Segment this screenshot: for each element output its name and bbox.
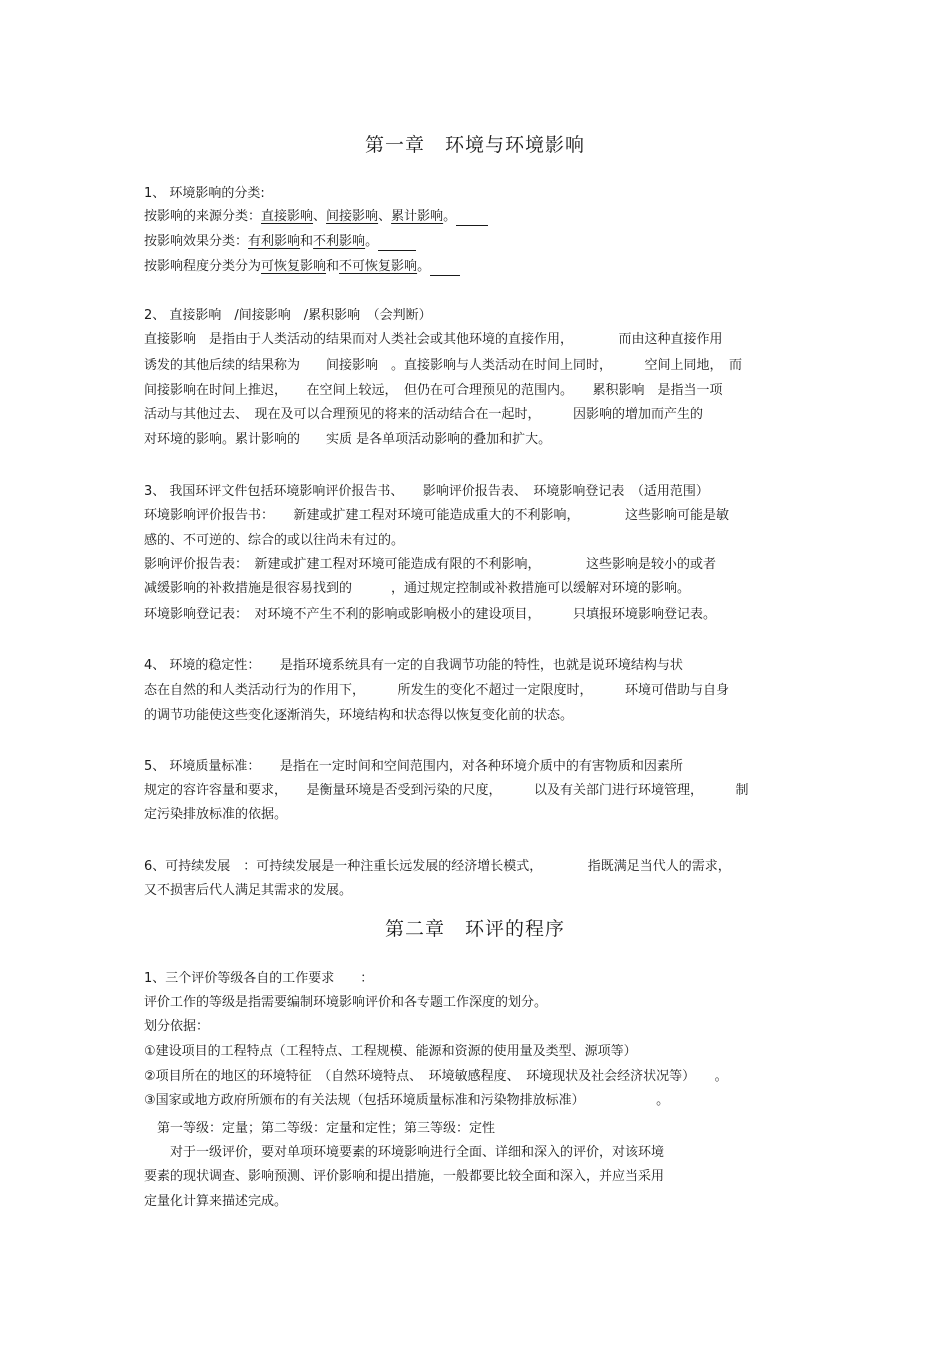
ch2-s1-heading: 1、三个评价等级各自的工作要求 ： xyxy=(144,971,374,986)
ch1-s1-heading: 1、 环境影响的分类: xyxy=(144,186,265,201)
underlined-term: 直接影响 xyxy=(261,209,314,224)
chapter1-title: 第一章 环境与环境影响 xyxy=(364,134,585,156)
underline-blank xyxy=(378,236,416,251)
ch2-s1-line8: 要素的现状调查、影响预测、评价影响和提出措施，一般都要比较全面和深入，并应当采用 xyxy=(144,1169,665,1184)
underline-blank xyxy=(456,211,488,226)
ch1-s1-line2 xyxy=(144,233,416,251)
ch1-s4-line1: 4、 环境的稳定性： 是指环境系统具有一定的自我调节功能的特性，也就是说环境结构与状 xyxy=(144,658,683,673)
ch1-s3-line1: 环境影响评价报告书： 新建或扩建工程对环境可能造成重大的不利影响， 这些影响可能是敏 xyxy=(144,508,730,523)
underlined-term: 可恢复影响 xyxy=(261,259,327,274)
ch1-s5-line1: 5、 环境质量标准： 是指在一定时间和空间范围内，对各种环境介质中的有害物质和因素所 xyxy=(144,759,683,774)
ch1-s6-line2: 又不损害后代人满足其需求的发展。 xyxy=(144,883,353,898)
ch1-s3-line3: 影响评价报告表： 新建或扩建工程对环境可能造成有限的不利影响， 这些影响是较小的或者 xyxy=(144,557,717,572)
ch1-s2-line5: 对环境的影响。累计影响的 实质 是各单项活动影响的叠加和扩大。 xyxy=(144,432,552,447)
ch1-s3-line5: 环境影响登记表： 对环境不产生不利的影响或影响极小的建设项目， 只填报环境影响登记表。 xyxy=(144,607,717,622)
ch2-s1-line3: ①建设项目的工程特点（工程特点、工程规模、能源和资源的使用量及类型、源项等） xyxy=(144,1044,637,1059)
ch1-s2-heading: 2、 直接影响 /间接影响 /累积影响 （会判断） xyxy=(144,308,432,323)
chapter2-title: 第二章 环评的程序 xyxy=(384,918,565,940)
underline-blank xyxy=(430,261,460,276)
text: 、 xyxy=(378,209,392,224)
text: 和 xyxy=(300,234,314,249)
underlined-term: 不可恢复影响 xyxy=(339,259,418,274)
ch1-s3-line2: 感的、不可逆的、综合的或以往尚未有过的。 xyxy=(144,533,405,548)
ch1-s4-line2: 态在自然的和人类活动行为的作用下， 所发生的变化不超过一定限度时， 环境可借助与自身 xyxy=(144,683,730,698)
underlined-term: 有利影响 xyxy=(248,234,301,249)
ch2-s1-line2: 划分依据： xyxy=(144,1019,210,1034)
text: 。 xyxy=(417,259,431,274)
ch1-s3-heading: 3、 我国环评文件包括环境影响评价报告书、 影响评价报告表、 环境影响登记表 （适用范围） xyxy=(144,484,709,499)
ch2-s1-line4: ②项目所在的地区的环境特征 （自然环境特点、 环境敏感程度、 环境现状及社会经济状况等） 。 xyxy=(144,1069,728,1084)
text: 。 xyxy=(365,234,379,249)
ch1-s1-line1 xyxy=(144,208,488,226)
underlined-term: 累计影响 xyxy=(391,209,444,224)
ch2-s1-line7: 对于一级评价，要对单项环境要素的环境影响进行全面、详细和深入的评价，对该环境 xyxy=(144,1145,665,1160)
ch1-s3-line4: 减缓影响的补救措施是很容易找到的 ，通过规定控制或补救措施可以缓解对环境的影响。 xyxy=(144,581,691,596)
ch1-s5-line2: 规定的容许容量和要求， 是衡量环境是否受到污染的尺度， 以及有关部门进行环境管理， 制 xyxy=(144,783,749,798)
ch1-s2-line2: 诱发的其他后续的结果称为 间接影响 。直接影响与人类活动在时间上同时， 空间上同地， 而 xyxy=(144,358,743,373)
ch1-s5-line3: 定污染排放标准的依据。 xyxy=(144,807,288,822)
underlined-term: 间接影响 xyxy=(326,209,379,224)
text: 和 xyxy=(326,259,340,274)
text: 按影响效果分类： xyxy=(144,234,249,249)
text: 、 xyxy=(313,209,327,224)
ch2-s1-line9: 定量化计算来描述完成。 xyxy=(144,1194,288,1209)
ch1-s2-line4: 活动与其他过去、 现在及可以合理预见的将来的活动结合在一起时， 因影响的增加而产生的 xyxy=(144,407,704,422)
underlined-term: 不利影响 xyxy=(313,234,366,249)
ch1-s1-line3 xyxy=(144,258,460,276)
text: 按影响程度分类分为 xyxy=(144,259,262,274)
ch2-s1-line1: 评价工作的等级是指需要编制环境影响评价和各专题工作深度的划分。 xyxy=(144,995,548,1010)
ch1-s2-line3: 间接影响在时间上推迟， 在空间上较远， 但仍在可合理预见的范围内。 累积影响 是指当一项 xyxy=(144,383,723,398)
text: 按影响的来源分类： xyxy=(144,209,262,224)
ch1-s2-line1: 直接影响 是指由于人类活动的结果而对人类社会或其他环境的直接作用， 而由这种直接作用 xyxy=(144,332,723,347)
text: 。 xyxy=(443,209,457,224)
ch2-s1-line5: ③国家或地方政府所颁布的有关法规（包括环境质量标准和污染物排放标准） 。 xyxy=(144,1093,670,1108)
ch2-s1-line6: 第一等级：定量；第二等级：定量和定性；第三等级：定性 xyxy=(144,1121,496,1136)
ch1-s4-line3: 的调节功能使这些变化逐渐消失，环境结构和状态得以恢复变化前的状态。 xyxy=(144,708,574,723)
ch1-s6-line1: 6、可持续发展 ：可持续发展是一种注重长远发展的经济增长模式， 指既满足当代人的需求， xyxy=(144,859,731,874)
